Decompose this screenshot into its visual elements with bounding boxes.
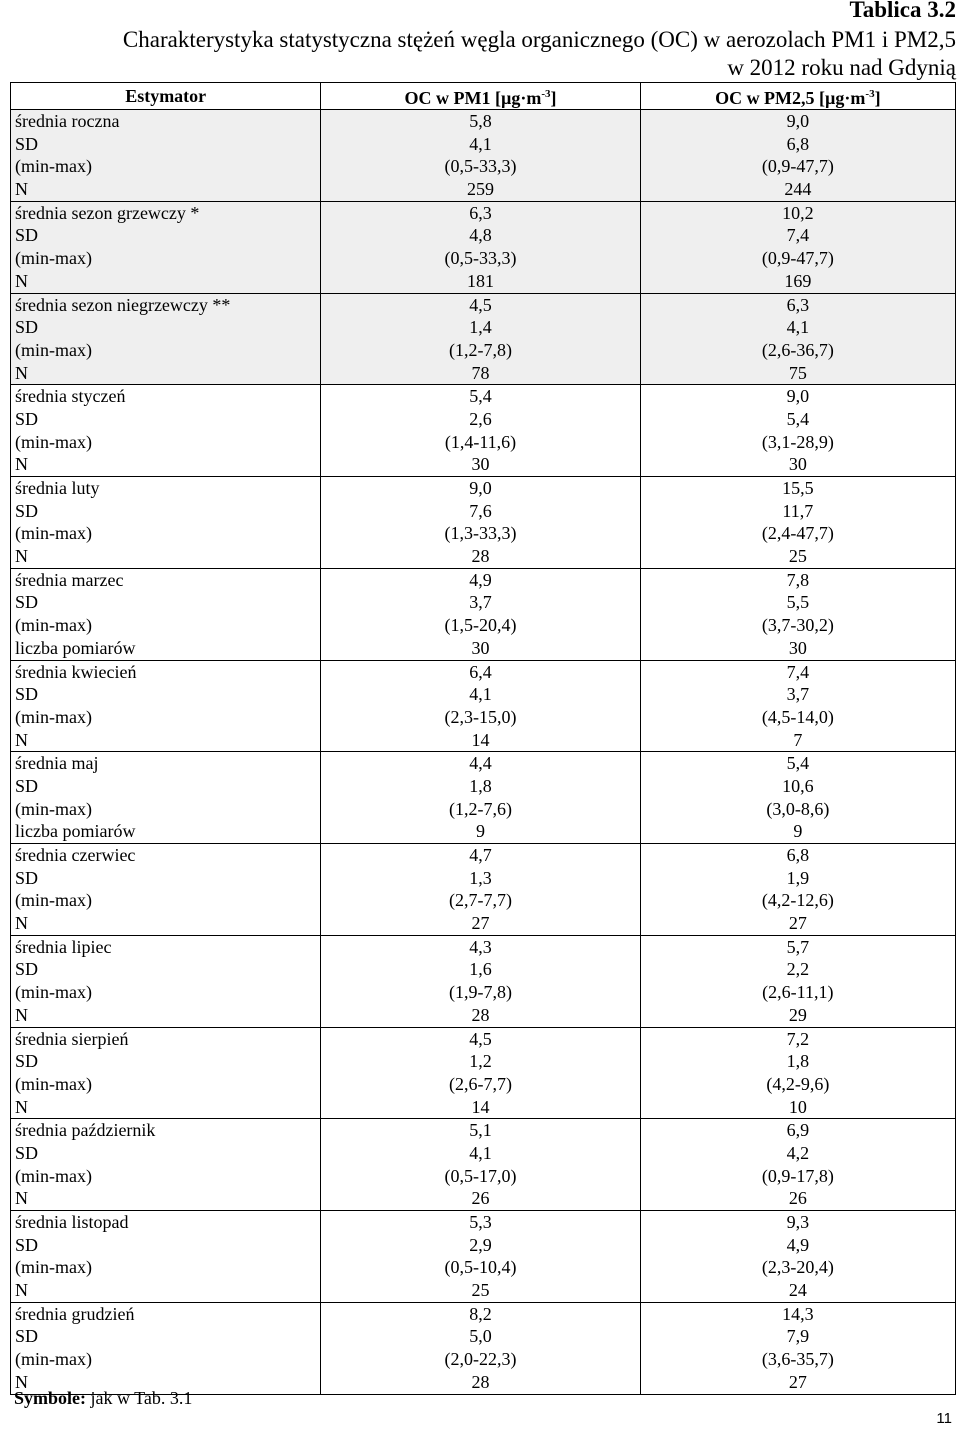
cell-value: (0,5-17,0): [444, 1165, 517, 1186]
table-row: [11, 477, 956, 569]
cell-value: 5,8: [469, 111, 492, 131]
row-label: N: [15, 1004, 28, 1025]
cell-value: 7,6: [469, 500, 492, 521]
cell-value: 3,7: [469, 592, 492, 613]
cell-value: (4,2-9,6): [766, 1073, 830, 1094]
pm1-cell: [321, 752, 640, 844]
cell-value: 4,5: [469, 294, 492, 315]
estimator-cell: [11, 110, 321, 202]
cell-value: (4,2-12,6): [761, 890, 834, 911]
cell-value: 4,2: [786, 1142, 810, 1163]
cell-value: 259: [467, 179, 495, 200]
cell-value: 11,7: [782, 500, 814, 521]
cell-value: 5,4: [786, 753, 810, 774]
cell-value: 8,2: [469, 1303, 492, 1324]
row-label: SD: [15, 684, 39, 705]
cell-value: 28: [471, 1004, 490, 1025]
row-label: (min-max): [15, 890, 92, 911]
statistic-group: [11, 752, 956, 844]
cell-value: 75: [788, 362, 807, 383]
table-row: [11, 844, 956, 936]
table-row: [11, 201, 956, 293]
pm25-cell: [640, 385, 955, 477]
cell-value: (0,9-47,7): [761, 156, 834, 177]
cell-value: 2,2: [786, 959, 810, 980]
cell-value: 6,3: [786, 294, 810, 315]
cell-value: (0,5-10,4): [444, 1257, 517, 1278]
statistic-group: [11, 110, 956, 202]
cell-value: (1,9-7,8): [449, 982, 513, 1003]
table-row: [11, 1119, 956, 1211]
row-label: średnia sezon niegrzewczy **: [15, 294, 231, 315]
statistic-group: [11, 201, 956, 293]
cell-value: 5,1: [469, 1120, 492, 1141]
statistic-group: [11, 477, 956, 569]
row-label: N: [15, 913, 28, 934]
row-label: (min-max): [15, 1257, 92, 1278]
row-label: liczba pomiarów: [15, 637, 136, 658]
header-oc-pm1: OC w PM1 $[\mu g\cdot m^{-3}]$: [321, 83, 640, 110]
row-label: SD: [15, 1234, 39, 1255]
cell-value: 78: [471, 362, 490, 383]
pm25-cell: [640, 201, 955, 293]
pm1-cell: [321, 477, 640, 569]
table-title: Charakterystyka statystyczna stężeń węgla organicznego (OC) w aerozolach PM1 i PM2,5 w 2012 roku nad Gdynią: [122, 27, 956, 80]
cell-value: 9,0: [469, 478, 492, 498]
cell-value: (0,9-47,7): [761, 248, 834, 269]
cell-value: (0,9-17,8): [761, 1165, 834, 1186]
statistics-table: [10, 82, 956, 1395]
header-oc-pm25: OC w PM2,5 $[\mu g\cdot m^{-3}]$: [640, 83, 955, 110]
row-label: średnia czerwiec: [15, 845, 136, 865]
pm25-cell: [640, 1211, 955, 1303]
row-label: SD: [15, 959, 39, 980]
cell-value: (1,3-33,3): [444, 523, 517, 544]
cell-value: 29: [788, 1004, 807, 1025]
row-label: średnia lipiec: [15, 936, 112, 957]
pm1-cell: [321, 1119, 640, 1211]
row-label: średnia sierpień: [15, 1028, 129, 1049]
header-estimator: Estymator: [11, 83, 321, 110]
cell-value: 7,4: [786, 661, 810, 682]
cell-value: 9,3: [786, 1212, 810, 1232]
row-label: (min-max): [15, 1349, 92, 1370]
cell-value: (2,6-11,1): [762, 982, 834, 1003]
pm1-cell: [321, 844, 640, 936]
pm1-cell: [321, 293, 640, 385]
cell-value: 27: [788, 1371, 807, 1392]
row-label: (min-max): [15, 523, 92, 544]
row-label: SD: [15, 133, 39, 154]
pm1-cell: [321, 660, 640, 752]
cell-value: 25: [788, 546, 807, 567]
pm1-cell: [321, 1211, 640, 1303]
pm1-cell: [321, 1302, 640, 1394]
page-number: 11: [936, 1410, 952, 1427]
cell-value: 25: [471, 1280, 490, 1301]
cell-value: 27: [471, 913, 490, 934]
pm25-cell: [640, 844, 955, 936]
cell-value: (2,3-15,0): [444, 706, 517, 727]
row-label: średnia listopad: [15, 1212, 129, 1232]
cell-value: 6,4: [469, 661, 492, 682]
row-label: SD: [15, 1142, 39, 1163]
row-label: SD: [15, 408, 39, 429]
cell-value: 5,0: [469, 1326, 492, 1347]
cell-value: (3,0-8,6): [766, 798, 830, 819]
cell-value: 4,9: [469, 569, 492, 590]
cell-value: (2,7-7,7): [449, 890, 513, 911]
pm1-cell: [321, 385, 640, 477]
row-label: SD: [15, 225, 39, 246]
estimator-cell: [11, 844, 321, 936]
statistic-group: [11, 1302, 956, 1394]
pm1-cell: [321, 110, 640, 202]
cell-value: 4,5: [469, 1028, 492, 1049]
cell-value: (2,3-20,4): [761, 1257, 834, 1278]
cell-value: 7,9: [786, 1326, 810, 1347]
statistic-group: [11, 660, 956, 752]
pm25-cell: [640, 1027, 955, 1119]
table-row: [11, 293, 956, 385]
row-label: SD: [15, 592, 39, 613]
pm1-cell: [321, 568, 640, 660]
cell-value: 181: [467, 270, 495, 291]
cell-value: 27: [788, 913, 807, 934]
cell-value: 1,8: [469, 775, 492, 796]
cell-value: 10,2: [782, 202, 814, 223]
cell-value: (2,6-7,7): [449, 1073, 513, 1094]
row-label: (min-max): [15, 798, 92, 819]
cell-value: 9,0: [786, 386, 810, 407]
table-row: [11, 110, 956, 202]
cell-value: 169: [784, 270, 812, 291]
statistic-group: [11, 935, 956, 1027]
row-label: (min-max): [15, 431, 92, 452]
cell-value: (3,1-28,9): [761, 431, 834, 452]
row-label: liczba pomiarów: [15, 821, 136, 842]
row-label: N: [15, 179, 28, 200]
pm1-cell: [321, 935, 640, 1027]
row-label: SD: [15, 775, 39, 796]
row-label: średnia maj: [15, 753, 99, 774]
cell-value: 4,1: [786, 317, 810, 338]
estimator-cell: [11, 201, 321, 293]
cell-value: 24: [788, 1280, 807, 1301]
table-row: [11, 1211, 956, 1303]
estimator-cell: [11, 1302, 321, 1394]
statistic-group: [11, 1211, 956, 1303]
cell-value: 14,3: [782, 1303, 814, 1324]
header-row: [11, 83, 956, 110]
cell-value: 2,6: [469, 408, 492, 429]
pm1-cell: [321, 1027, 640, 1119]
table-number: Tablica 3.2: [849, 0, 956, 22]
cell-value: 4,1: [469, 1142, 492, 1163]
row-label: SD: [15, 1326, 39, 1347]
cell-value: 6,9: [786, 1120, 810, 1141]
pm1-cell: [321, 201, 640, 293]
cell-value: 30: [788, 454, 807, 475]
cell-value: (1,5-20,4): [444, 615, 517, 636]
row-label: N: [15, 454, 28, 475]
cell-value: 10,6: [782, 775, 814, 796]
cell-value: 5,4: [786, 408, 810, 429]
pm25-cell: [640, 293, 955, 385]
statistic-group: [11, 385, 956, 477]
cell-value: 4,7: [469, 845, 492, 865]
cell-value: 4,1: [469, 684, 492, 705]
cell-value: 9: [793, 821, 803, 842]
table-row: [11, 1027, 956, 1119]
estimator-cell: [11, 568, 321, 660]
cell-value: 4,9: [786, 1234, 810, 1255]
cell-value: (4,5-14,0): [761, 706, 834, 727]
row-label: (min-max): [15, 615, 92, 636]
cell-value: 30: [471, 637, 490, 658]
pm25-cell: [640, 935, 955, 1027]
row-label: średnia marzec: [15, 569, 124, 590]
cell-value: 5,5: [786, 592, 810, 613]
cell-value: (3,7-30,2): [761, 615, 834, 636]
cell-value: (1,2-7,8): [449, 339, 513, 360]
row-label: SD: [15, 1051, 39, 1072]
cell-value: 26: [788, 1188, 807, 1209]
row-label: średnia grudzień: [15, 1303, 135, 1324]
cell-value: 3,7: [786, 684, 810, 705]
table-row: [11, 752, 956, 844]
row-label: (min-max): [15, 706, 92, 727]
estimator-cell: [11, 1027, 321, 1119]
cell-value: 5,3: [469, 1212, 492, 1232]
table-row: [11, 935, 956, 1027]
cell-value: 1,8: [786, 1051, 810, 1072]
pm25-cell: [640, 660, 955, 752]
estimator-cell: [11, 660, 321, 752]
symbols-note: Symbole: jak w Tab. 3.1: [14, 1388, 193, 1408]
cell-value: 30: [471, 454, 490, 475]
row-label: średnia październik: [15, 1120, 156, 1141]
statistic-group: [11, 568, 956, 660]
cell-value: 7: [793, 729, 803, 750]
cell-value: 30: [788, 637, 807, 658]
cell-value: 4,8: [469, 225, 492, 246]
row-label: SD: [15, 867, 39, 888]
row-label: (min-max): [15, 1165, 92, 1186]
cell-value: 10: [788, 1096, 807, 1117]
pm25-cell: [640, 752, 955, 844]
cell-value: 5,4: [469, 386, 492, 407]
statistic-group: [11, 1119, 956, 1211]
estimator-cell: [11, 293, 321, 385]
row-label: średnia styczeń: [15, 386, 126, 407]
statistic-group: [11, 1027, 956, 1119]
cell-value: 7,4: [786, 225, 810, 246]
pm25-cell: [640, 1119, 955, 1211]
row-label: średnia luty: [15, 478, 100, 498]
table-row: [11, 660, 956, 752]
cell-value: 7,8: [786, 569, 810, 590]
row-label: średnia roczna: [15, 111, 120, 131]
table-row: [11, 568, 956, 660]
row-label: (min-max): [15, 339, 92, 360]
table-row: [11, 1302, 956, 1394]
cell-value: 14: [471, 729, 490, 750]
cell-value: 9,0: [786, 111, 810, 131]
cell-value: (1,4-11,6): [444, 431, 517, 452]
cell-value: 4,3: [469, 936, 492, 957]
row-label: (min-max): [15, 248, 92, 269]
row-label: N: [15, 1280, 28, 1301]
cell-value: 5,7: [786, 936, 810, 957]
row-label: N: [15, 1188, 28, 1209]
estimator-cell: [11, 385, 321, 477]
cell-value: 2,9: [469, 1234, 492, 1255]
statistic-group: [11, 293, 956, 385]
cell-value: 1,3: [469, 867, 492, 888]
estimator-cell: [11, 1119, 321, 1211]
cell-value: 1,2: [469, 1051, 492, 1072]
estimator-cell: [11, 1211, 321, 1303]
row-label: SD: [15, 500, 39, 521]
row-label: N: [15, 362, 28, 383]
row-label: (min-max): [15, 1073, 92, 1094]
cell-value: 6,8: [786, 133, 810, 154]
row-label: SD: [15, 317, 39, 338]
cell-value: 15,5: [782, 478, 814, 498]
cell-value: (0,5-33,3): [444, 156, 517, 177]
cell-value: 4,1: [469, 133, 492, 154]
pm25-cell: [640, 1302, 955, 1394]
row-label: N: [15, 546, 28, 567]
cell-value: 26: [471, 1188, 490, 1209]
row-label: (min-max): [15, 982, 92, 1003]
pm25-cell: [640, 568, 955, 660]
row-label: N: [15, 1096, 28, 1117]
cell-value: (2,0-22,3): [444, 1349, 517, 1370]
cell-value: (2,4-47,7): [761, 523, 834, 544]
cell-value: 4,4: [469, 753, 492, 774]
cell-value: 28: [471, 1371, 490, 1392]
cell-value: (0,5-33,3): [444, 248, 517, 269]
statistic-group: [11, 844, 956, 936]
table-row: [11, 385, 956, 477]
pm25-cell: [640, 110, 955, 202]
estimator-cell: [11, 935, 321, 1027]
row-label: N: [15, 1371, 28, 1392]
cell-value: (2,6-36,7): [761, 339, 834, 360]
row-label: średnia kwiecień: [15, 661, 137, 682]
cell-value: 1,9: [786, 867, 810, 888]
cell-value: 1,4: [469, 317, 492, 338]
row-label: średnia sezon grzewczy *: [15, 202, 200, 223]
cell-value: 7,2: [786, 1028, 810, 1049]
estimator-cell: [11, 477, 321, 569]
row-label: N: [15, 270, 28, 291]
cell-value: 1,6: [469, 959, 492, 980]
cell-value: 244: [784, 179, 812, 200]
cell-value: 28: [471, 546, 490, 567]
cell-value: 9: [476, 821, 486, 842]
cell-value: 14: [471, 1096, 490, 1117]
cell-value: (1,2-7,6): [449, 798, 513, 819]
row-label: N: [15, 729, 28, 750]
cell-value: 6,3: [469, 202, 492, 223]
estimator-cell: [11, 752, 321, 844]
row-label: (min-max): [15, 156, 92, 177]
cell-value: 6,8: [786, 845, 810, 865]
cell-value: (3,6-35,7): [761, 1349, 834, 1370]
pm25-cell: [640, 477, 955, 569]
